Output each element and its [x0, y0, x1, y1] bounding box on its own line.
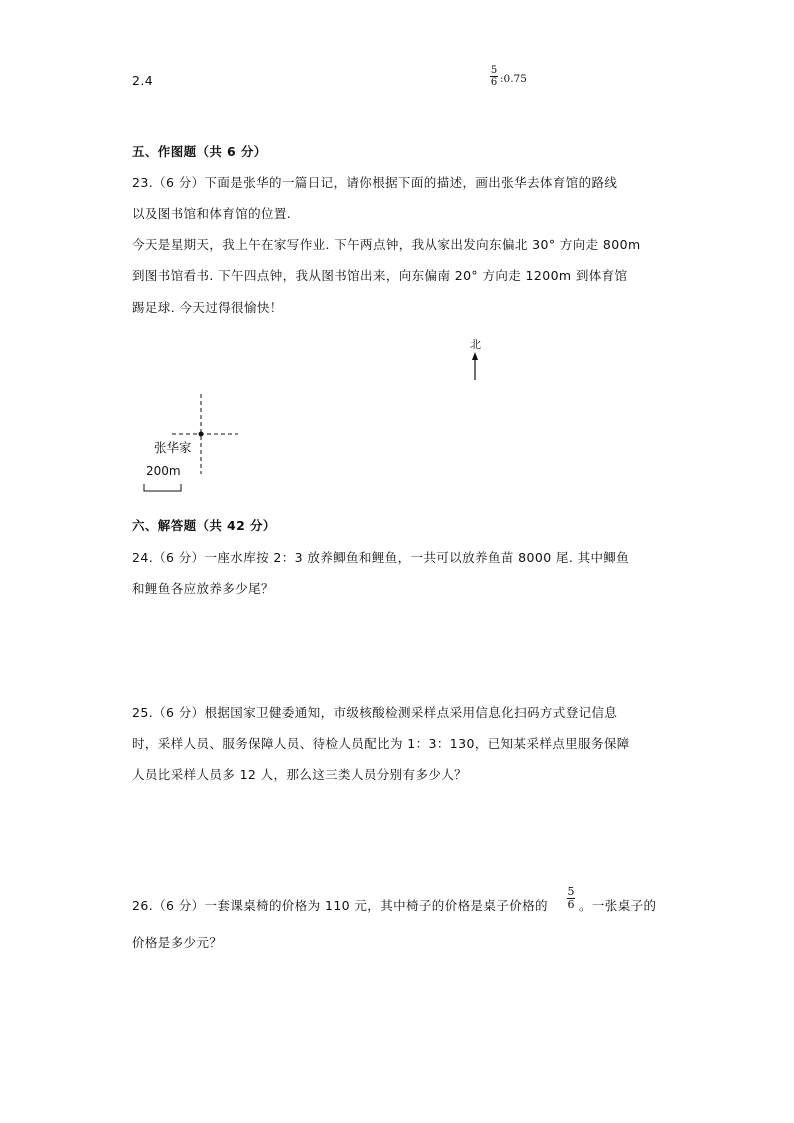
q25-line-1: 25.（6 分）根据国家卫健委通知，市级核酸检测采样点采用信息化扫码方式登记信息 [132, 705, 618, 720]
q24-line-1: 24.（6 分）一座水库按 2：3 放养鲫鱼和鲤鱼，一共可以放养鱼苗 8000 尾. 其中鲫鱼 [132, 550, 630, 565]
q24-line-2: 和鲤鱼各应放养多少尾？ [132, 581, 274, 596]
q23-line-3: 今天是星期天，我上午在家写作业. 下午两点钟，我从家出发向东偏北 30° 方向走 800m [132, 237, 641, 252]
q26-fraction-denominator: 6 [567, 898, 575, 911]
fraction-denominator: 6 [490, 77, 498, 88]
answer-fraction [490, 65, 498, 88]
scale-label: 200m [146, 464, 181, 478]
q23-line-2: 以及图书馆和体育馆的位置. [132, 206, 292, 221]
q26-line-1-pre: 26.（6 分）一套课桌椅的价格为 110 元，其中椅子的价格是桌子价格的 [132, 898, 548, 913]
q26-fraction [567, 886, 575, 911]
q25-line-3: 人员比采样人员多 12 人，那么这三类人员分别有多少人？ [132, 767, 468, 782]
answer-value-left: 2.4 [132, 73, 154, 88]
q23-line-4: 到图书馆看书. 下午四点钟，我从图书馆出来，向东偏南 20° 方向走 1200m 到体育馆 [132, 268, 628, 283]
q26-fraction-numerator: 5 [567, 885, 575, 898]
scale-bar [142, 482, 184, 494]
answer-ratio-suffix: :0.75 [500, 73, 527, 85]
section-heading-drawing: 五、作图题（共 6 分） [132, 144, 267, 159]
north-arrow-icon [466, 350, 486, 384]
q25-line-2: 时，采样人员、服务保障人员、待检人员配比为 1：3：130，已知某采样点里服务保障 [132, 736, 630, 751]
north-label: 北 [470, 338, 481, 351]
fraction-numerator: 5 [490, 65, 498, 76]
q26-line-1-post: 。一张桌子的 [579, 898, 657, 913]
q23-line-1: 23.（6 分）下面是张华的一篇日记，请你根据下面的描述，画出张华去体育馆的路线 [132, 175, 618, 190]
home-label: 张华家 [154, 440, 192, 455]
home-point [199, 432, 204, 437]
q26-line-2: 价格是多少元？ [132, 935, 223, 950]
section-heading-solutions: 六、解答题（共 42 分） [132, 518, 276, 533]
q23-line-5: 踢足球. 今天过得很愉快！ [132, 300, 283, 315]
